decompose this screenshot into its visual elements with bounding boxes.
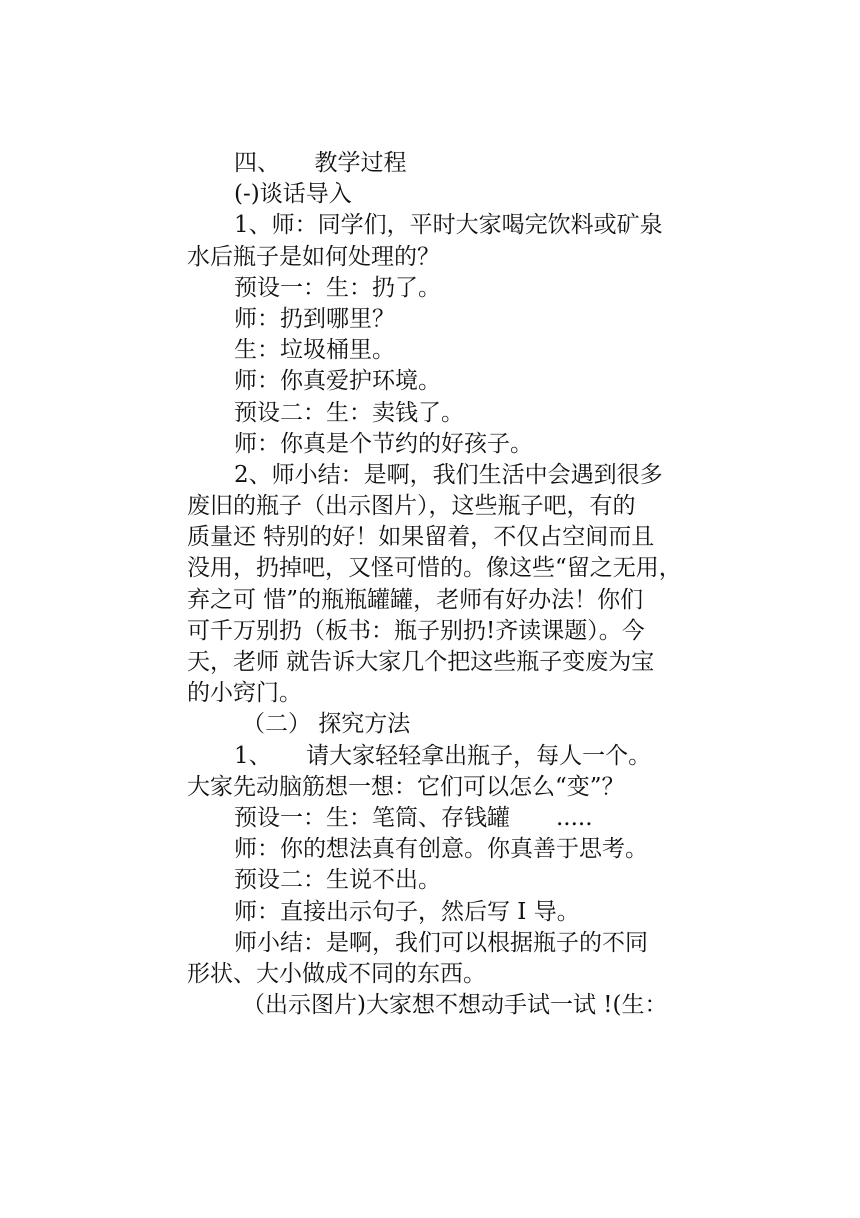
paragraph-line: 大家先动脑筋想一想：它们可以怎么“变”？ <box>187 773 625 800</box>
document-body <box>187 148 682 1021</box>
paragraph-line: 师：你真是个节约的好孩子。 <box>234 430 533 457</box>
paragraph-line: 1、师：同学们，平时大家喝完饮料或矿泉 <box>234 212 663 239</box>
paragraph-line: 师：直接出示句子，然后写 I 导。 <box>234 898 580 925</box>
paragraph-line: 师：你的想法真有创意。你真善于思考。 <box>234 836 648 863</box>
paragraph-line: 师：扔到哪里？ <box>234 305 395 332</box>
paragraph-line: 预设一：生：笔筒、存钱罐 ..... <box>234 804 593 831</box>
paragraph-line: 弃之可 惜”的瓶瓶罐罐，老师有好办法！你们 <box>187 586 644 613</box>
paragraph-line: 生：垃圾桶里。 <box>234 337 395 364</box>
subsection-heading-explore-methods: （二） 探究方法 <box>242 711 411 738</box>
subsection-heading-intro-talk: (-)谈话导入 <box>234 181 352 208</box>
paragraph-line: 的小窍门。 <box>187 680 302 707</box>
paragraph-line: 没用，扔掉吧，又怪可惜的。像这些“留之无用， <box>187 555 682 582</box>
paragraph-line: 师：你真爱护环境。 <box>234 368 441 395</box>
paragraph-line: 天，老师 就告诉大家几个把这些瓶子变废为宝 <box>187 649 655 675</box>
paragraph-line: （出示图片)大家想不想动手试一试 !(生： <box>242 992 668 1019</box>
paragraph-line: 1、 请大家轻轻拿出瓶子，每人一个。 <box>234 742 652 769</box>
paragraph-line: 形状、大小做成不同的东西。 <box>187 960 486 987</box>
paragraph-line: 废旧的瓶子（出示图片），这些瓶子吧，有的 <box>187 493 636 520</box>
paragraph-line: 预设一：生：扔了。 <box>234 274 441 301</box>
paragraph-line: 预设二：生：卖钱了。 <box>234 399 464 426</box>
section-heading-teaching-process: 四、 教学过程 <box>234 150 407 176</box>
paragraph-line: 可千万别扔（板书：瓶子别扔!齐读课题）。今 <box>187 617 645 644</box>
paragraph-line: 预设二：生说不出。 <box>234 867 441 894</box>
paragraph-line: 师小结：是啊，我们可以根据瓶子的不同 <box>234 929 648 956</box>
paragraph-line: 水后瓶子是如何处理的？ <box>187 243 440 270</box>
paragraph-line: 2、师小结：是啊，我们生活中会遇到很多 <box>234 461 663 488</box>
paragraph-line: 质量还 特别的好！如果留着，不仅占空间而且 <box>187 524 655 551</box>
